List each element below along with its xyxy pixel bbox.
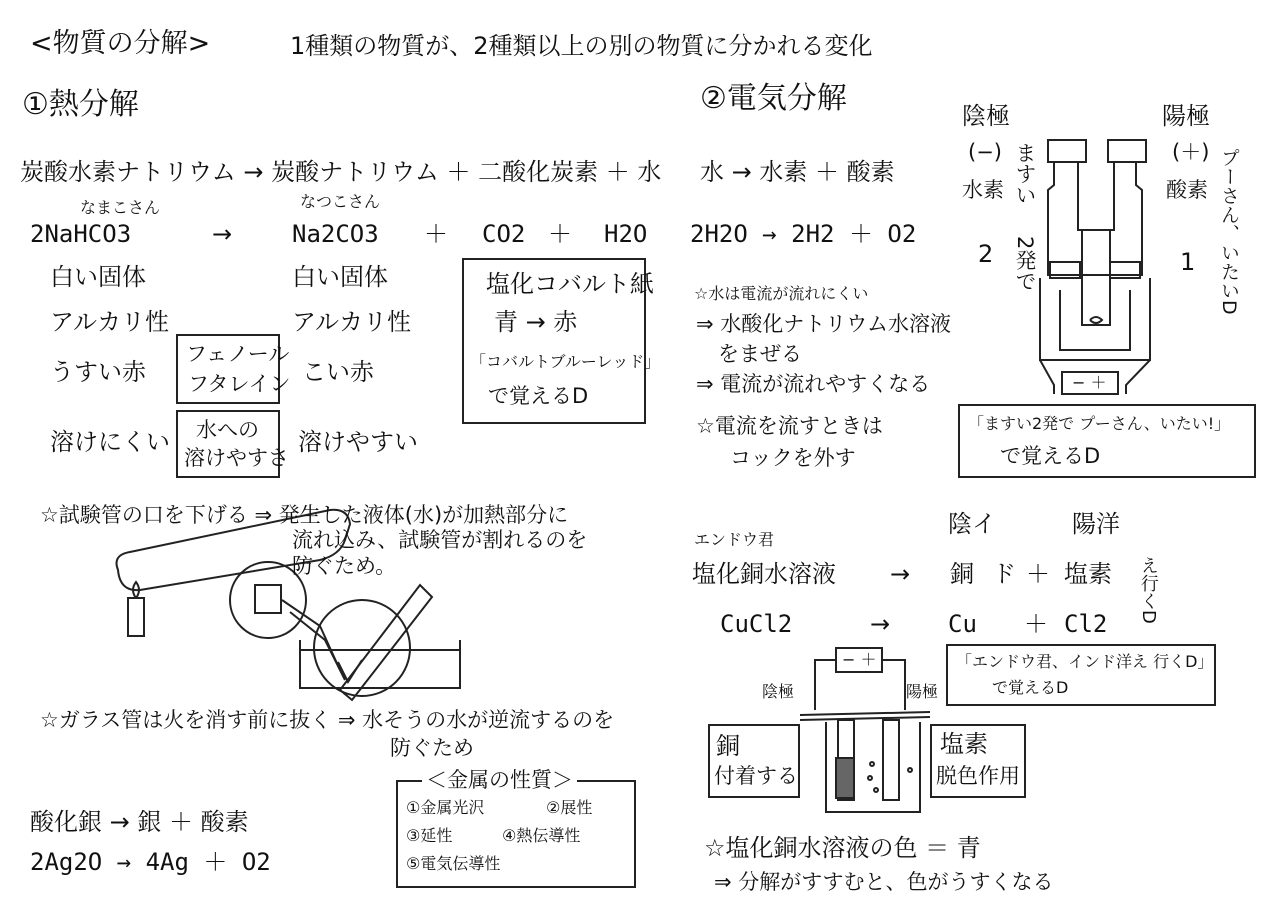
cell-cathode-label: 陰極 <box>762 682 795 701</box>
cl2-formula: Cl2 <box>1064 610 1108 638</box>
chlorine-note-line-1: 塩素 <box>940 730 988 758</box>
note-test-tube-3: 防ぐため。 <box>292 554 397 578</box>
cathode-volume: 2 <box>978 240 994 268</box>
chlorine-note-line-2: 脱色作用 <box>936 764 1020 788</box>
formula-arrow: → <box>212 220 233 248</box>
metal-properties-box <box>396 768 636 888</box>
metal-prop-3: ③延性 <box>406 826 453 845</box>
metal-prop-4: ④熱伝導性 <box>502 826 581 845</box>
silver-oxide-word-eq: 酸化銀 → 銀 ＋ 酸素 <box>30 808 249 836</box>
water-battery-sign: − ＋ <box>1072 373 1107 392</box>
left-prop-4: 溶けにくい <box>50 428 170 456</box>
right-prop-1: 白い固体 <box>292 263 388 291</box>
chlorine-note-box <box>930 724 1026 798</box>
cucl2-word-plus: ＋ <box>1026 560 1050 588</box>
phenolphthalein-line-1: フェノール <box>186 342 290 366</box>
water-mnemonic-line-2: で覚えるD <box>1000 444 1101 468</box>
note-glass-tube-2: 防ぐため <box>390 736 474 760</box>
copper-do: ド <box>992 560 1016 588</box>
thermal-word-equation: 炭酸水素ナトリウム → 炭酸ナトリウム ＋ 二酸化炭素 ＋ 水 <box>20 158 662 186</box>
metal-box-title: ＜金属の性質＞ <box>422 770 577 791</box>
endo-in-i: 陰イ <box>948 510 996 538</box>
cathode-label: 陰極 <box>962 102 1010 130</box>
page-definition: 1種類の物質が、2種類以上の別の物質に分かれる変化 <box>290 32 873 60</box>
copper-chloride-cell-sketch <box>800 648 930 812</box>
anode-label: 陽極 <box>1162 102 1210 130</box>
endo-you: 陽洋 <box>1072 510 1120 538</box>
reading-nahco3: なまこさん <box>80 198 161 217</box>
electro-note-3: をまぜる <box>718 342 802 366</box>
right-prop-4: 溶けやすい <box>298 428 418 456</box>
formula-h2o: H2O <box>604 220 648 248</box>
cathode-gas: 水素 <box>962 178 1004 202</box>
water-mnemonic-box <box>958 404 1256 478</box>
metal-prop-5: ⑤電気伝導性 <box>406 854 501 873</box>
cobalt-line-3: 「コバルトブルーレッド」 <box>470 352 661 371</box>
cell-anode-label: 陽極 <box>906 682 939 701</box>
endo-mnemonic-line-1: 「エンドウ君、インド洋え 行くD」 <box>956 652 1214 671</box>
phenolphthalein-line-2: フタレイン <box>188 372 291 396</box>
note-test-tube-2: 流れ込み、試験管が割れるのを <box>292 528 588 552</box>
endo-mnemonic-line-2: で覚えるD <box>992 678 1069 697</box>
metal-prop-1: ①金属光沢 <box>406 798 485 817</box>
cobalt-paper-box <box>462 258 661 424</box>
endo-kun: エンドウ君 <box>694 530 775 549</box>
cucl2-plus: ＋ <box>1024 610 1048 638</box>
anode-gas: 酸素 <box>1166 178 1208 202</box>
cell-battery-sign: − ＋ <box>842 650 877 669</box>
chlorine-word: 塩素 <box>1064 560 1112 588</box>
formula-plus-1: ＋ <box>424 220 448 248</box>
cathode-mnemonic-1: ますい <box>1013 142 1038 205</box>
endo-e-iku: え行くD <box>1137 556 1159 624</box>
cu-formula: Cu <box>948 610 977 638</box>
anode-mnemonic: プーさん、いたいD <box>1217 148 1240 315</box>
cathode-sign: (−) <box>968 140 1002 164</box>
note-glass-tube-1: ☆ガラス管は火を消す前に抜く ⇒ 水そうの水が逆流するのを <box>40 708 615 732</box>
color-note-2: ⇒ 分解がすすむと、色がうすくなる <box>714 870 1054 894</box>
anode-volume: 1 <box>1180 248 1196 276</box>
cucl2-word: 塩化銅水溶液 <box>692 560 836 588</box>
cobalt-line-1: 塩化コバルト紙 <box>486 270 654 298</box>
page-title: <物質の分解> <box>30 28 211 59</box>
solubility-box <box>176 410 289 478</box>
note-test-tube-1: ☆試験管の口を下げる ⇒ 発生した液体(水)が加熱部分に <box>40 503 569 527</box>
metal-prop-2: ②展性 <box>546 798 593 817</box>
cucl2-formula: CuCl2 <box>720 610 793 638</box>
electro-note-4: ⇒ 電流が流れやすくなる <box>696 372 931 396</box>
copper-note-line-1: 銅 <box>716 732 740 760</box>
left-prop-3: うすい赤 <box>50 358 146 386</box>
right-prop-3: こい赤 <box>302 358 374 386</box>
formula-na2co3: Na2CO3 <box>292 220 379 248</box>
cucl2-word-arrow: → <box>890 560 911 588</box>
right-prop-2: アルカリ性 <box>292 308 412 336</box>
water-word-eq: 水 → 水素 ＋ 酸素 <box>700 158 895 186</box>
solubility-line-2: 溶けやすさ <box>184 446 289 470</box>
water-formula: 2H2O → 2H2 ＋ O2 <box>690 220 917 248</box>
cathode-mnemonic-2: 2発で <box>1013 236 1038 292</box>
electro-note-2: ⇒ 水酸化ナトリウム水溶液 <box>696 312 952 336</box>
electro-note-5: ☆電流を流すときは <box>696 414 883 438</box>
copper-note-line-2: 付着する <box>714 764 798 788</box>
solubility-line-1: 水への <box>196 418 259 442</box>
left-prop-2: アルカリ性 <box>50 308 170 336</box>
anode-sign: (＋) <box>1172 140 1210 164</box>
water-mnemonic-line-1: 「ますい2発で プーさん、いたい!」 <box>968 414 1231 433</box>
endo-mnemonic-box <box>946 644 1216 706</box>
copper-note-box <box>708 724 800 798</box>
thermal-heading: ①熱分解 <box>22 87 139 122</box>
phenolphthalein-box <box>176 334 291 404</box>
water-electrolysis-sketch <box>1040 140 1150 394</box>
electro-note-6: コックを外す <box>730 446 856 470</box>
reading-na2co3: なつこさん <box>300 192 381 211</box>
left-prop-1: 白い固体 <box>50 263 146 291</box>
cobalt-line-4: で覚えるD <box>488 384 589 408</box>
formula-co2: CO2 <box>482 220 526 248</box>
formula-plus-2: ＋ <box>548 220 572 248</box>
silver-oxide-formula: 2Ag2O → 4Ag ＋ O2 <box>30 848 271 876</box>
electro-note-1: ☆水は電流が流れにくい <box>694 284 869 303</box>
formula-nahco3: 2NaHCO3 <box>30 220 132 248</box>
copper-word: 銅 <box>950 560 974 588</box>
electro-heading: ②電気分解 <box>700 81 847 116</box>
color-note-1: ☆塩化銅水溶液の色 ＝ 青 <box>704 834 981 862</box>
cucl2-arrow: → <box>870 610 891 638</box>
cobalt-line-2: 青 → 赤 <box>494 308 578 336</box>
